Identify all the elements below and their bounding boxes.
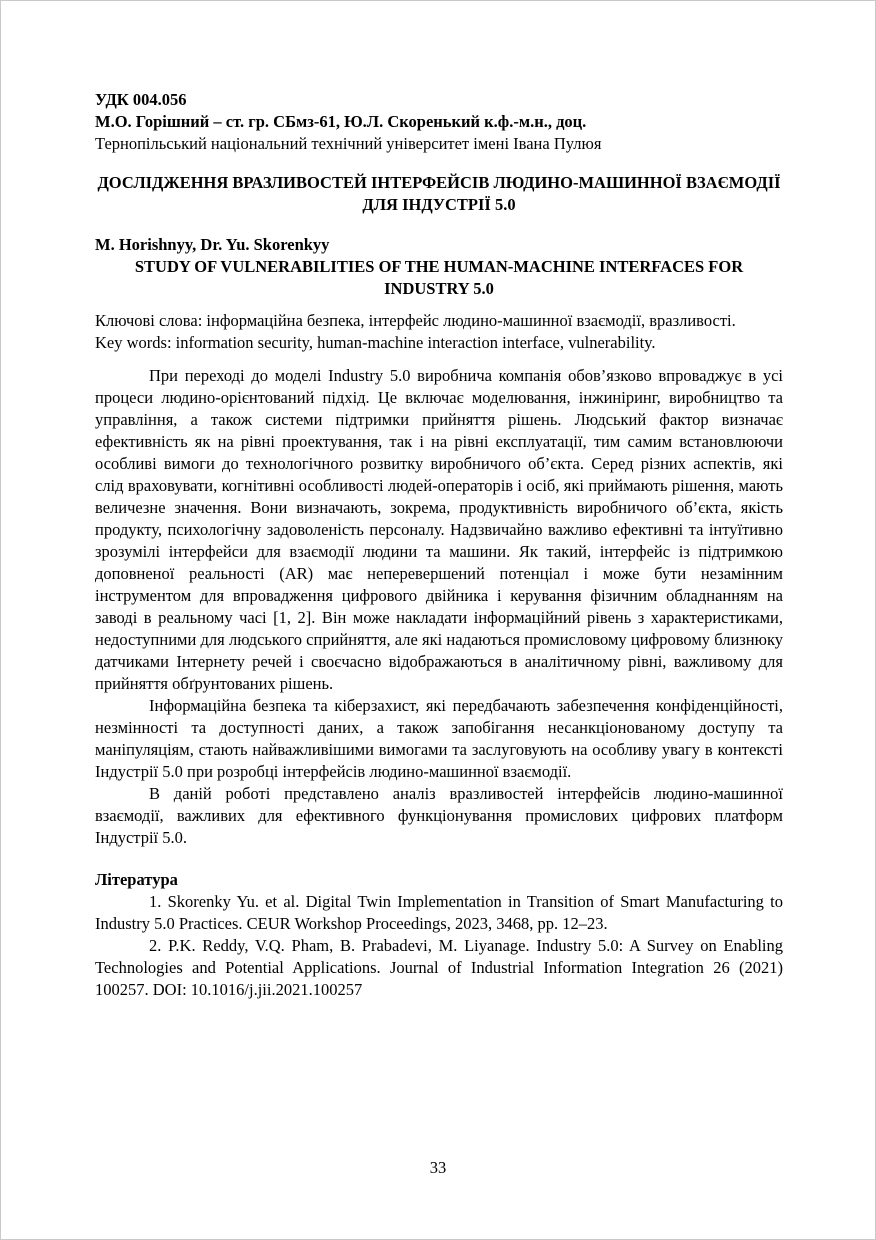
title-ukrainian: ДОСЛІДЖЕННЯ ВРАЗЛИВОСТЕЙ ІНТЕРФЕЙСІВ ЛЮДИНО-МАШИННОЇ ВЗАЄМОДІЇ ДЛЯ ІНДУСТРІЇ 5.0 — [97, 173, 781, 214]
keywords-english: Key words: information security, human-machine interaction interface, vulnerability. — [95, 333, 656, 352]
abstract-paragraph-1: При переході до моделі Industry 5.0 виробнича компанія обов’язково впроваджує в усі процеси людино-орієнтований підхід. Це включає моделювання, інжиніринг, виробництво та управління, а також системи підтримки прийняття рішень. Людський фактор визначає ефективність як на рівні проектування, так і на рівні експлуатації, тим самим встановлюючи особливі вимоги до технологічного розвитку виробничого об’єкта. Серед різних аспектів, які слід враховувати, когнітивні особливості людей-операторів і осіб, які приймають рішення, мають величезне значення. Вони визначають, зокрема, продуктивність виробничого об’єкта, якість продукту, психологічну задоволеність персоналу. Надзвичайно важливо ефективні та інтуїтивно зрозумілі інтерфейси для взаємодії людини та машини. Як такий, інтерфейс із підтримкою доповненої реальності (AR) має неперевершений потенціал і може бути незамінним інструментом для впровадження цифрового двійника і керування фізичним обладнанням на заводі в реальному часі [1, 2]. Він може накладати інформаційний рівень з характеристиками, недоступними для людського сприйняття, але які надаються промисловому цифровому близнюку датчиками Інтернету речей і своєчасно відображаються в аналітичному рівні, важливому для прийняття обґрунтованих рішень. — [95, 366, 783, 693]
affiliation-line: Тернопільський національний технічний університет імені Івана Пулюя — [95, 134, 602, 153]
udc-line: УДК 004.056 — [95, 90, 187, 109]
abstract-paragraph-2: Інформаційна безпека та кіберзахист, які передбачають забезпечення конфіденційності, незмінності та доступності даних, а також запобігання несанкціонованому доступу та маніпуляціям, стають найважливішими вимогами та заслуговують на особливу увагу в контексті Індустрії 5.0 при розробці інтерфейсів людино-машинної взаємодії. — [95, 696, 783, 781]
title-english: STUDY OF VULNERABILITIES OF THE HUMAN-MACHINE INTERFACES FOR INDUSTRY 5.0 — [134, 257, 744, 298]
reference-item-1: 1. Skorenky Yu. et al. Digital Twin Implementation in Transition of Smart Manufacturing to Industry 5.0 Practices. CEUR Workshop Proceedings, 2023, 3468, pp. 12–23. — [95, 892, 783, 933]
authors-line-en: M. Horishnyy, Dr. Yu. Skorenkyy — [95, 235, 330, 254]
keywords-ukrainian: Ключові слова: інформаційна безпека, інтерфейс людино-машинної взаємодії, вразливості. — [95, 311, 736, 330]
authors-line-ua: М.О. Горішний – ст. гр. СБмз-61, Ю.Л. Скоренький к.ф.-м.н., доц. — [95, 112, 587, 131]
abstract-paragraph-3: В даній роботі представлено аналіз вразливостей інтерфейсів людино-машинної взаємодії, важливих для ефективного функціонування промислових цифрових платформ Індустрії 5.0. — [95, 784, 783, 847]
reference-item-2: 2. P.K. Reddy, V.Q. Pham, B. Prabadevi, M. Liyanage. Industry 5.0: A Survey on Enabling Technologies and Potential Applications. Journal of Industrial Information Integration 26 (2021) 100257. DOI: 10.1016/j.jii.2021.100257 — [95, 936, 783, 999]
references-heading: Література — [95, 870, 178, 889]
page-number: 33 — [429, 1158, 447, 1177]
abstract-body — [95, 365, 783, 849]
page-content — [95, 89, 783, 1001]
